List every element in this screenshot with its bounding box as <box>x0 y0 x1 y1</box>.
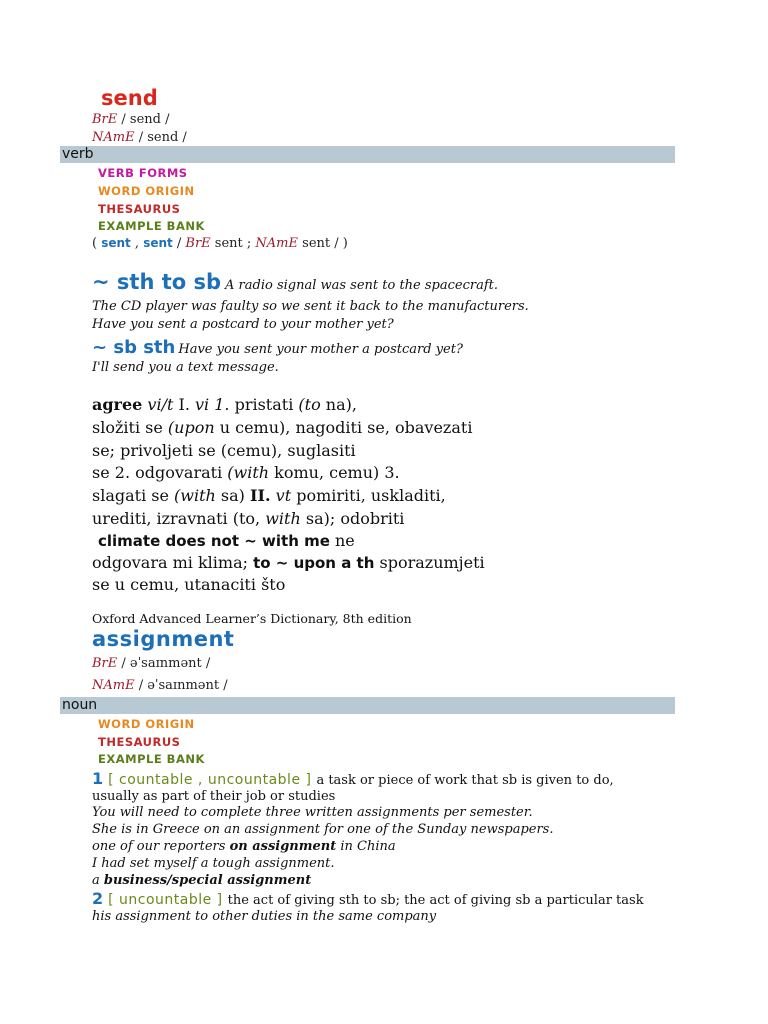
example-bank-link[interactable]: EXAMPLE BANK <box>98 752 205 766</box>
text: se 2. odgovarati <box>92 463 228 482</box>
italic-text: (upon <box>167 418 215 437</box>
forms-sep: , <box>130 236 144 251</box>
forms-name-pron: sent / ) <box>298 236 348 251</box>
verb-forms-link[interactable]: VERB FORMS <box>98 166 188 180</box>
italic-text: (to <box>298 395 321 414</box>
text: složiti se <box>92 418 168 437</box>
text: sporazumjeti <box>374 553 485 572</box>
agree-line-8 <box>92 553 485 572</box>
agree-line-2 <box>92 418 472 437</box>
italic-text: with <box>265 509 301 528</box>
grammar-uncountable: uncountable <box>119 892 212 908</box>
example: You will need to complete three written assignments per semester. <box>92 805 533 820</box>
example: The CD player was faulty so we sent it back to the manufacturers. <box>92 299 529 314</box>
text: u cemu), nagoditi se, obavezati <box>214 418 473 437</box>
text: sa); odobriti <box>300 509 405 528</box>
sense-number: 2 <box>92 889 104 908</box>
definition: the act of giving sth to sb; the act of giving sb a particular task <box>227 893 644 908</box>
collocation: on assignment <box>229 839 337 854</box>
pos-label: vi 1. <box>194 395 230 414</box>
pos-bar-verb: verb <box>60 146 675 163</box>
grammar-bracket: ] <box>211 892 228 908</box>
example: Have you sent your mother a postcard yet? <box>178 342 463 357</box>
text: slagati se <box>92 486 175 505</box>
thesaurus-link[interactable]: THESAURUS <box>98 202 181 216</box>
text: urediti, izravnati (to, <box>92 509 266 528</box>
grammar-uncountable: uncountable <box>207 772 301 788</box>
pronunciation-name <box>92 678 228 693</box>
pronunciation-bre <box>92 112 169 127</box>
pattern-sb-sth: ~ sb sth <box>92 337 176 358</box>
example: A radio signal was sent to the spacecraft. <box>225 278 499 293</box>
agree-line-3: se; privoljeti se (cemu), suglasiti <box>92 441 356 460</box>
example-bank-link[interactable]: EXAMPLE BANK <box>98 219 205 233</box>
headword-send: send <box>101 86 158 110</box>
word-origin-link[interactable]: WORD ORIGIN <box>98 717 195 731</box>
text: one of our reporters <box>92 839 230 854</box>
pronunciation-name <box>92 130 187 145</box>
text: I. <box>173 395 195 414</box>
agree-line-1 <box>92 395 357 414</box>
agree-line-7 <box>98 531 355 550</box>
pos-label: vt <box>270 486 292 505</box>
bre-label: BrE <box>92 112 118 127</box>
agree-line-4 <box>92 463 400 482</box>
bre-pron: / əˈsaɪnmənt / <box>117 656 211 671</box>
bre-pron: / send / <box>117 112 170 127</box>
agree-line-5 <box>92 486 446 505</box>
name-pron: / əˈsaɪnmənt / <box>134 678 228 693</box>
grammar-bracket: ] <box>300 772 317 788</box>
form-past: sent <box>101 236 131 250</box>
sense-pattern-1 <box>92 270 498 294</box>
grammar-bracket: [ <box>103 892 120 908</box>
grammar-countable: countable <box>119 772 193 788</box>
name-pron: / send / <box>134 130 187 145</box>
forms-bre-pron: sent ; <box>210 236 256 251</box>
example <box>92 839 396 854</box>
agree-line-6 <box>92 509 404 528</box>
idiom: to ~ upon a th <box>253 554 375 572</box>
name-label: NAmE <box>92 130 135 145</box>
headword-assignment: assignment <box>92 627 235 651</box>
italic-text: (with <box>174 486 216 505</box>
grammar-bracket: [ <box>103 772 120 788</box>
pattern-sth-to-sb: ~ sth to sb <box>92 270 222 294</box>
text: sa) <box>215 486 251 505</box>
idiom: climate does not ~ with me <box>98 532 330 550</box>
name-label: NAmE <box>92 678 135 693</box>
example: She is in Greece on an assignment for one of the Sunday newspapers. <box>92 822 554 837</box>
sense-2 <box>92 889 644 908</box>
thesaurus-link[interactable]: THESAURUS <box>98 735 181 749</box>
sense-number: 1 <box>92 769 104 788</box>
example: Have you sent a postcard to your mother yet? <box>92 317 394 332</box>
example: I'll send you a text message. <box>92 360 279 375</box>
text: na), <box>320 395 357 414</box>
text: pomiriti, uskladiti, <box>291 486 446 505</box>
pos-bar-noun: noun <box>60 697 675 714</box>
text: in China <box>336 839 396 854</box>
forms-open: ( <box>92 236 102 251</box>
definition-cont: usually as part of their job or studies <box>92 789 336 804</box>
agree-headword: agree <box>92 395 143 414</box>
example <box>92 873 311 888</box>
text: odgovara mi klima; <box>92 553 254 572</box>
text: pristati <box>229 395 299 414</box>
text: komu, cemu) 3. <box>269 463 400 482</box>
source-note: Oxford Advanced Learner’s Dictionary, 8th edition <box>92 611 412 626</box>
verb-forms-line <box>92 236 348 251</box>
forms-name-label: NAmE <box>255 236 299 251</box>
sense-pattern-2 <box>92 337 463 358</box>
text: a <box>92 873 104 888</box>
form-past-participle: sent <box>143 236 173 250</box>
sense-1 <box>92 769 614 788</box>
collocation: business/special assignment <box>103 873 312 888</box>
example: I had set myself a tough assignment. <box>92 856 335 871</box>
bold-text: II. <box>250 486 271 505</box>
forms-bre-label: BrE <box>185 236 211 251</box>
forms-sep: / <box>172 236 186 251</box>
italic-text: (with <box>227 463 270 482</box>
pos-label: vi/t <box>142 395 174 414</box>
word-origin-link[interactable]: WORD ORIGIN <box>98 184 195 198</box>
bre-label: BrE <box>92 656 118 671</box>
pronunciation-bre <box>92 656 210 671</box>
agree-line-9: se u cemu, utanaciti što <box>92 575 286 594</box>
text: ne <box>329 531 355 550</box>
example: his assignment to other duties in the same company <box>92 909 437 924</box>
definition: a task or piece of work that sb is given to do, <box>316 773 614 788</box>
grammar-sep: , <box>192 772 208 788</box>
